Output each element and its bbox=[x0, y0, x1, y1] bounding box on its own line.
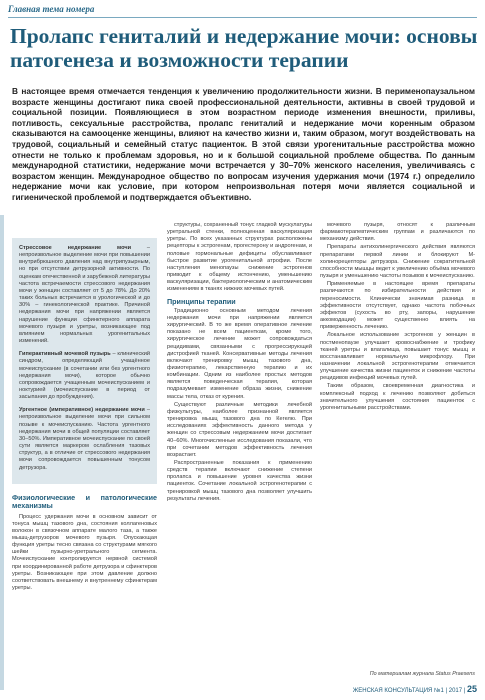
body-paragraph: Традиционно основным методом лечения недержания мочи при напряжении является хирургический. В то же время оперативное лечение показано не всем пациенткам, кроме того, хирургическое лечение может сопровождаться рецидивами, связанными с прогрессирующей дистрофией тканей. Консервативные методы лечения включают тренировку мышц тазового дна, физиотерапию, лекарственную терапию и их комбинации. Одним из наиболее простых методов является поведенческая терапия, которая подразумевает изменение образа жизни, снижение массы тела, отказ от курения. bbox=[167, 307, 312, 400]
body-paragraph: структуры, сохраненный тонус гладкой мускулатуры уретральной стенки, полноценная васкуляризация уретры. По всех указанных структурах расположены рецепторы к эстрогенам, прогестерону и андрогенам, и половые гормональные дефициты обуславливают быстрое развитие урогенитальной атрофии. После наступления менопаузы снижение эстрогенов приводит к общему истончению, уменьшению васкуляризации, бактериологическим и анатомическим изменениям в тканях нижних мочевых путей. bbox=[167, 222, 312, 293]
page-number: 25 bbox=[466, 684, 477, 694]
journal-name: ЖЕНСКАЯ КОНСУЛЬТАЦИЯ №1 | 2017 | bbox=[352, 688, 466, 694]
body-paragraph: Процесс удержания мочи в основном зависит от тонуса мышц тазового дна, состояния коллагеновых волокон в связочном аппарате малого таза, а также мышц-детрузоров мочевого пузыря. Опускающая функция уретры тесно связана со структурами мягкого шейки пузырно-уретрального сегмента. Мочеиспускание контролируется нервной системой при координированной работе детрузора и сфинктеров уретры. Возникающее при этом давление должно соответствовать внешнему и внутреннему сфинктерам уретры. bbox=[12, 513, 157, 592]
definition-term: Стрессовое недержание мочи bbox=[19, 245, 132, 251]
definition-urgent bbox=[19, 407, 150, 471]
body-paragraph: Таким образом, своевременная диагностика и комплексный подход к лечению позволяют добиться значительного улучшения состояния пациенток с урогенитальными расстройствами. bbox=[320, 383, 475, 411]
body-paragraph: Применяемые в настоящее время препараты различаются по избирательности действия и переносимости. Клинически значимая разница в эффективности отсутствует, однако частота побочных эффектов (сухость во рту, запоры, нарушение аккомодации) может существенно влиять на приверженность лечению. bbox=[320, 281, 475, 331]
body-paragraph: Локальное использование эстрогенов у женщин в постменопаузе улучшает кровоснабжение и трофику тканей уретры и влагалища, повышает тонус мышц и восстанавливает нормальную микрофлору. При назначении локальной эстрогенотерапии отмечается улучшение качества жизни пациенток и снижение частоты рецидивов инфекций мочевых путей. bbox=[320, 332, 475, 382]
section-heading-mechanisms: Физиологические и патологические механизмы bbox=[12, 492, 157, 511]
page-header bbox=[0, 0, 485, 22]
body-paragraph: Препараты антихолинергического действия являются препаратами первой линии и блокируют М-холинорецепторы детрузора. Снижение сократительной способности мышцы ведет к увеличению объёма мочевого пузыря и уменьшению частоты позывов к мочеиспусканию. bbox=[320, 244, 475, 280]
header-divider bbox=[8, 17, 477, 18]
body-paragraph: Существуют различные методики лечебной физкультуры, наиболее признанной является тренировка мышц тазового дна по Кегелю. При исследованиях эффективность данного метода у женщин со стрессовым недержанием мочи достигает 40–60%. Многочисленные исследования показали, что при сочетании методов эффективность лечения возрастает. bbox=[167, 401, 312, 458]
definition-term: Гиперактивный мочевой пузырь bbox=[19, 351, 111, 358]
column-2 bbox=[167, 222, 312, 504]
definition-overactive bbox=[19, 351, 150, 401]
page-footer bbox=[330, 684, 477, 694]
rubric-label: Главная тема номера bbox=[8, 4, 95, 14]
body-paragraph: мочевого пузыря, относят к различным фармакотерапевтическим группам и различаются по механизму действия. bbox=[320, 222, 475, 243]
definition-text: – непроизвольное выделение мочи при сильном позыве к мочеиспусканию. Частота ургентного недержания мочи в общей популяции составляет 30–50%. Императивное мочеиспускание по своей сути является маркером ослабления тазовых структур, а в отличие от стрессового недержания мочи сопровождается повышенным тонусом детрузора. bbox=[19, 407, 150, 471]
definition-term: Ургентное (императивное) недержание мочи bbox=[19, 407, 145, 414]
article-lead: В настоящее время отмечается тенденция к увеличению продолжительности жизни. В перименопаузальном возрасте женщины достигают пика своей профессиональной деятельности, активны в своей трудовой и социальной позиции. Появляющиеся в этом возрастном периоде изменения внешности, приливы, потливость, сексуальные расстройства, пролапс гениталий и недержание мочи коренным образом сказываются на самооценке женщины, влияют на качество жизни и, таким образом, могут воздействовать на трудовой, социальный и семейный статус пациенток. В этой связи урогенитальные расстройства можно отнести не только к проблемам здоровья, но и к большой социальной проблеме общества. По данным международной статистики, недержание мочи встречается у 30–70% женского населения, увеличиваясь с возрастом женщин. Международное общество по вопросам изучения удержания мочи (1974 г.) определило недержание мочи как условие, при котором непроизвольная потеря мочи является социальной и гигиенической проблемой и подтверждается объективно. bbox=[12, 86, 475, 202]
column-3 bbox=[320, 222, 475, 413]
section-heading-therapy: Принципы терапии bbox=[167, 296, 236, 306]
definition-text: – непроизвольное выделение мочи при повышении внутрибрюшного давления над внутрипузырным, но при отсутствии детрузорной активности. По оценкам отечественной и зарубежной литературы частота встречаемости стрессового недержания мочи у женщин составляет от 5 до 78%. До 20% таких больных встречается в урологической и до 30% – гинекологической практике. Причиной недержания мочи при напряжении является нарушение функции сфинктерного аппарата мочевого пузыря и уретры, возникающее под влиянием нормальных урогенитальных изменений. bbox=[19, 245, 150, 345]
definition-stress bbox=[19, 245, 150, 345]
source-footnote: По материалам журнала Status Praesens bbox=[369, 671, 475, 677]
definitions-sidebar bbox=[12, 238, 157, 484]
definition-text: – клинический синдром, определяющий учащённое мочеиспускание (в сочетании или без ургентного недержания мочи), которое обычно сопровождается учащенным мочеиспусканием и ноктурией (мочеиспускание в период от засыпания до пробуждения). bbox=[19, 351, 150, 401]
left-accent-bar bbox=[0, 215, 4, 690]
column-1 bbox=[12, 222, 157, 593]
article-title: Пролапс гениталий и недержание мочи: основы патогенеза и возможности терапии bbox=[10, 24, 478, 72]
body-paragraph: Распространенные показания к применению средств терапии включают снижение степени пролапса и повышение уровня качества жизни пациенток. Сочетание локальной эстрогенотерапии с тренировкой мышц тазового дна позволяет улучшить результаты лечения. bbox=[167, 460, 312, 502]
